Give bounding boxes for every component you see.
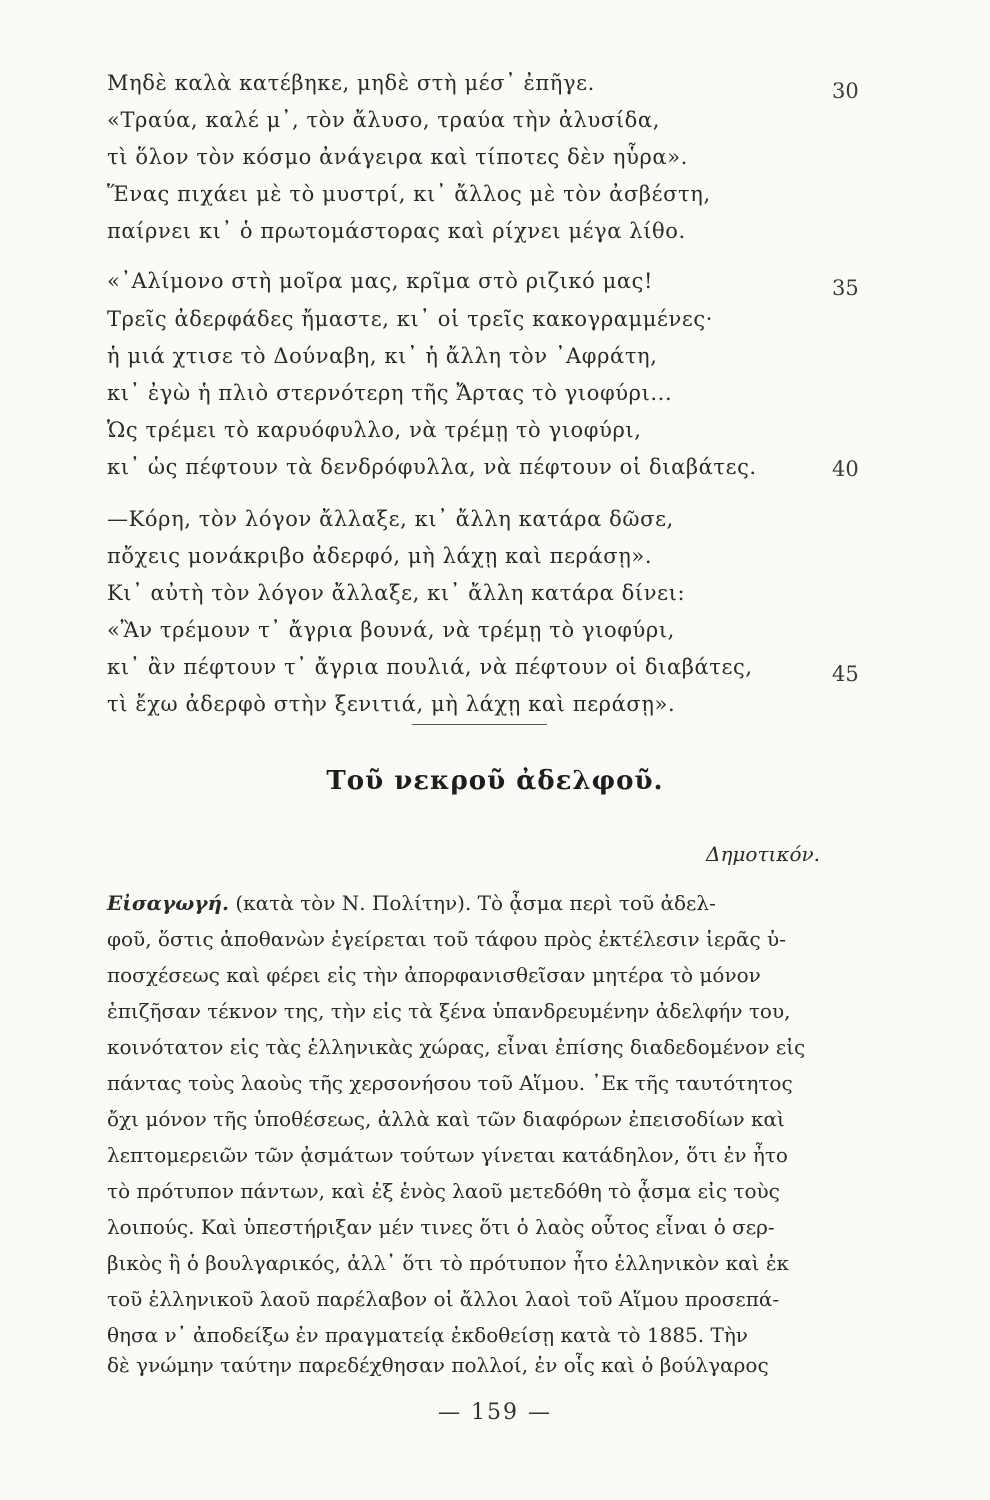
intro-text: ποσχέσεως καὶ φέρει εἰς τὴν ἀπορφανισθεῖσαν μητέρα τὸ μόνον bbox=[107, 963, 761, 987]
intro-line bbox=[107, 998, 863, 1024]
poem-line: τὶ ὅλον τὸν κόσμο ἀνάγειρα καὶ τίποτες δὲν ηὗρα». bbox=[107, 145, 688, 169]
poem-line: Ἕνας πιχάει μὲ τὸ μυστρί, κι᾽ ἄλλος μὲ τὸν ἀσβέστη, bbox=[107, 182, 711, 206]
intro-line bbox=[107, 890, 863, 916]
intro-line bbox=[107, 1286, 863, 1312]
line-number: 30 bbox=[832, 79, 859, 103]
section-subtitle: Δημοτικόν. bbox=[706, 842, 821, 866]
poem-line: παίρνει κι᾽ ὁ πρωτομάστορας καὶ ρίχνει μέγα λίθο. bbox=[107, 219, 686, 243]
intro-line bbox=[107, 962, 863, 988]
section-title: Τοῦ νεκροῦ ἀδελφοῦ. bbox=[326, 766, 664, 796]
poem-line: τὶ ἔχω ἀδερφὸ στὴν ξενιτιά, μὴ λάχῃ καὶ περάσῃ». bbox=[107, 692, 676, 716]
poem-line: —Κόρη, τὸν λόγον ἄλλαξε, κι᾽ ἄλλη κατάρα δῶσε, bbox=[107, 507, 674, 531]
poem-line: «᾽Αλίμονο στὴ μοῖρα μας, κρῖμα στὸ ριζικό μας! bbox=[107, 269, 654, 293]
poem-line: «Τραύα, καλέ μ᾽, τὸν ἄλυσο, τραύα τὴν ἀλυσίδα, bbox=[107, 108, 660, 132]
intro-text: φοῦ, ὅστις ἀποθανὼν ἐγείρεται τοῦ τάφου πρὸς ἐκτέλεσιν ἱερᾶς ὑ- bbox=[107, 927, 786, 951]
poem-line: Κι᾽ αὐτὴ τὸν λόγον ἄλλαξε, κι᾽ ἄλλη κατάρα δίνει: bbox=[107, 581, 686, 605]
line-number: 40 bbox=[832, 457, 859, 481]
intro-text: λεπτομερειῶν τῶν ᾀσμάτων τούτων γίνεται κατάδηλον, ὅτι ἐν ἦτο bbox=[107, 1143, 788, 1167]
poem-line: κι᾽ ἐγὼ ἡ πλιὸ στερνότερη τῆς Ἄρτας τὸ γιοφύρι... bbox=[107, 381, 673, 405]
line-number: 45 bbox=[832, 662, 859, 686]
intro-text: τοῦ ἑλληνικοῦ λαοῦ παρέλαβον οἱ ἄλλοι λαοὶ τοῦ Αἵμου προσεπά- bbox=[107, 1287, 780, 1311]
intro-line bbox=[107, 1352, 863, 1378]
poem-line: Μηδὲ καλὰ κατέβηκε, μηδὲ στὴ μέσ᾽ ἐπῆγε. bbox=[107, 71, 595, 95]
intro-line bbox=[107, 1178, 863, 1204]
poem-line: «Ἂν τρέμουν τ᾽ ἄγρια βουνά, νὰ τρέμῃ τὸ γιοφύρι, bbox=[107, 618, 675, 642]
poem-line: πὄχεις μονάκριβο ἀδερφό, μὴ λάχῃ καὶ περάσῃ». bbox=[107, 544, 653, 568]
intro-text: πάντας τοὺς λαοὺς τῆς χερσονήσου τοῦ Αἵμου. ᾽Εκ τῆς ταυτότητος bbox=[107, 1071, 793, 1095]
poem-line: κι᾽ ἂν πέφτουν τ᾽ ἄγρια πουλιά, νὰ πέφτουν οἱ διαβάτες, bbox=[107, 655, 753, 679]
intro-text: κοινότατον εἰς τὰς ἑλληνικὰς χώρας, εἶναι ἐπίσης διαδεδομένον εἰς bbox=[107, 1035, 806, 1059]
intro-line bbox=[107, 1106, 863, 1132]
intro-text: βικὸς ἢ ὁ βουλγαρικός, ἀλλ᾽ ὅτι τὸ πρότυπον ἦτο ἑλληνικὸν καὶ ἐκ bbox=[107, 1251, 790, 1275]
intro-text: τὸ πρότυπον πάντων, καὶ ἐξ ἑνὸς λαοῦ μετεδόθη τὸ ᾆσμα εἰς τοὺς bbox=[107, 1179, 780, 1203]
intro-line bbox=[107, 1322, 863, 1348]
intro-text: ὄχι μόνον τῆς ὑποθέσεως, ἀλλὰ καὶ τῶν διαφόρων ἐπεισοδίων καὶ bbox=[107, 1107, 785, 1131]
intro-text: θησα ν᾽ ἀποδείξω ἐν πραγματείᾳ ἐκδοθείσῃ κατὰ τὸ 1885. Τὴν bbox=[107, 1323, 748, 1347]
poem-line: Τρεῖς ἀδερφάδες ἤμαστε, κι᾽ οἱ τρεῖς κακογραμμένες· bbox=[107, 307, 713, 331]
poem-line: Ὡς τρέμει τὸ καρυόφυλλο, νὰ τρέμῃ τὸ γιοφύρι, bbox=[107, 418, 642, 442]
intro-line bbox=[107, 1250, 863, 1276]
poem-line: κι᾽ ὡς πέφτουν τὰ δενδρόφυλλα, νὰ πέφτουν οἱ διαβάτες. bbox=[107, 455, 757, 479]
section-divider bbox=[412, 724, 547, 725]
poem-line: ἡ μιά χτισε τὸ Δούναβη, κι᾽ ἡ ἄλλη τὸν ᾽Αφράτη, bbox=[107, 344, 658, 368]
intro-label: Εἰσαγωγή. bbox=[107, 891, 230, 915]
intro-line bbox=[107, 1034, 863, 1060]
intro-line bbox=[107, 1214, 863, 1240]
intro-text: δὲ γνώμην ταύτην παρεδέχθησαν πολλοί, ἐν οἷς καὶ ὁ βούλγαρος bbox=[107, 1353, 769, 1377]
intro-line bbox=[107, 926, 863, 952]
page-number: — 159 — bbox=[438, 1400, 552, 1425]
intro-text: (κατὰ τὸν Ν. Πολίτην). Τὸ ᾆσμα περὶ τοῦ ἀδελ- bbox=[235, 891, 716, 915]
intro-line bbox=[107, 1070, 863, 1096]
intro-text: λοιπούς. Καὶ ὑπεστήριξαν μέν τινες ὅτι ὁ λαὸς οὗτος εἶναι ὁ σερ- bbox=[107, 1215, 775, 1239]
line-number: 35 bbox=[832, 276, 859, 300]
intro-line bbox=[107, 1142, 863, 1168]
intro-text: ἐπιζῆσαν τέκνον της, τὴν εἰς τὰ ξένα ὑπανδρευμένην ἀδελφήν του, bbox=[107, 999, 791, 1023]
